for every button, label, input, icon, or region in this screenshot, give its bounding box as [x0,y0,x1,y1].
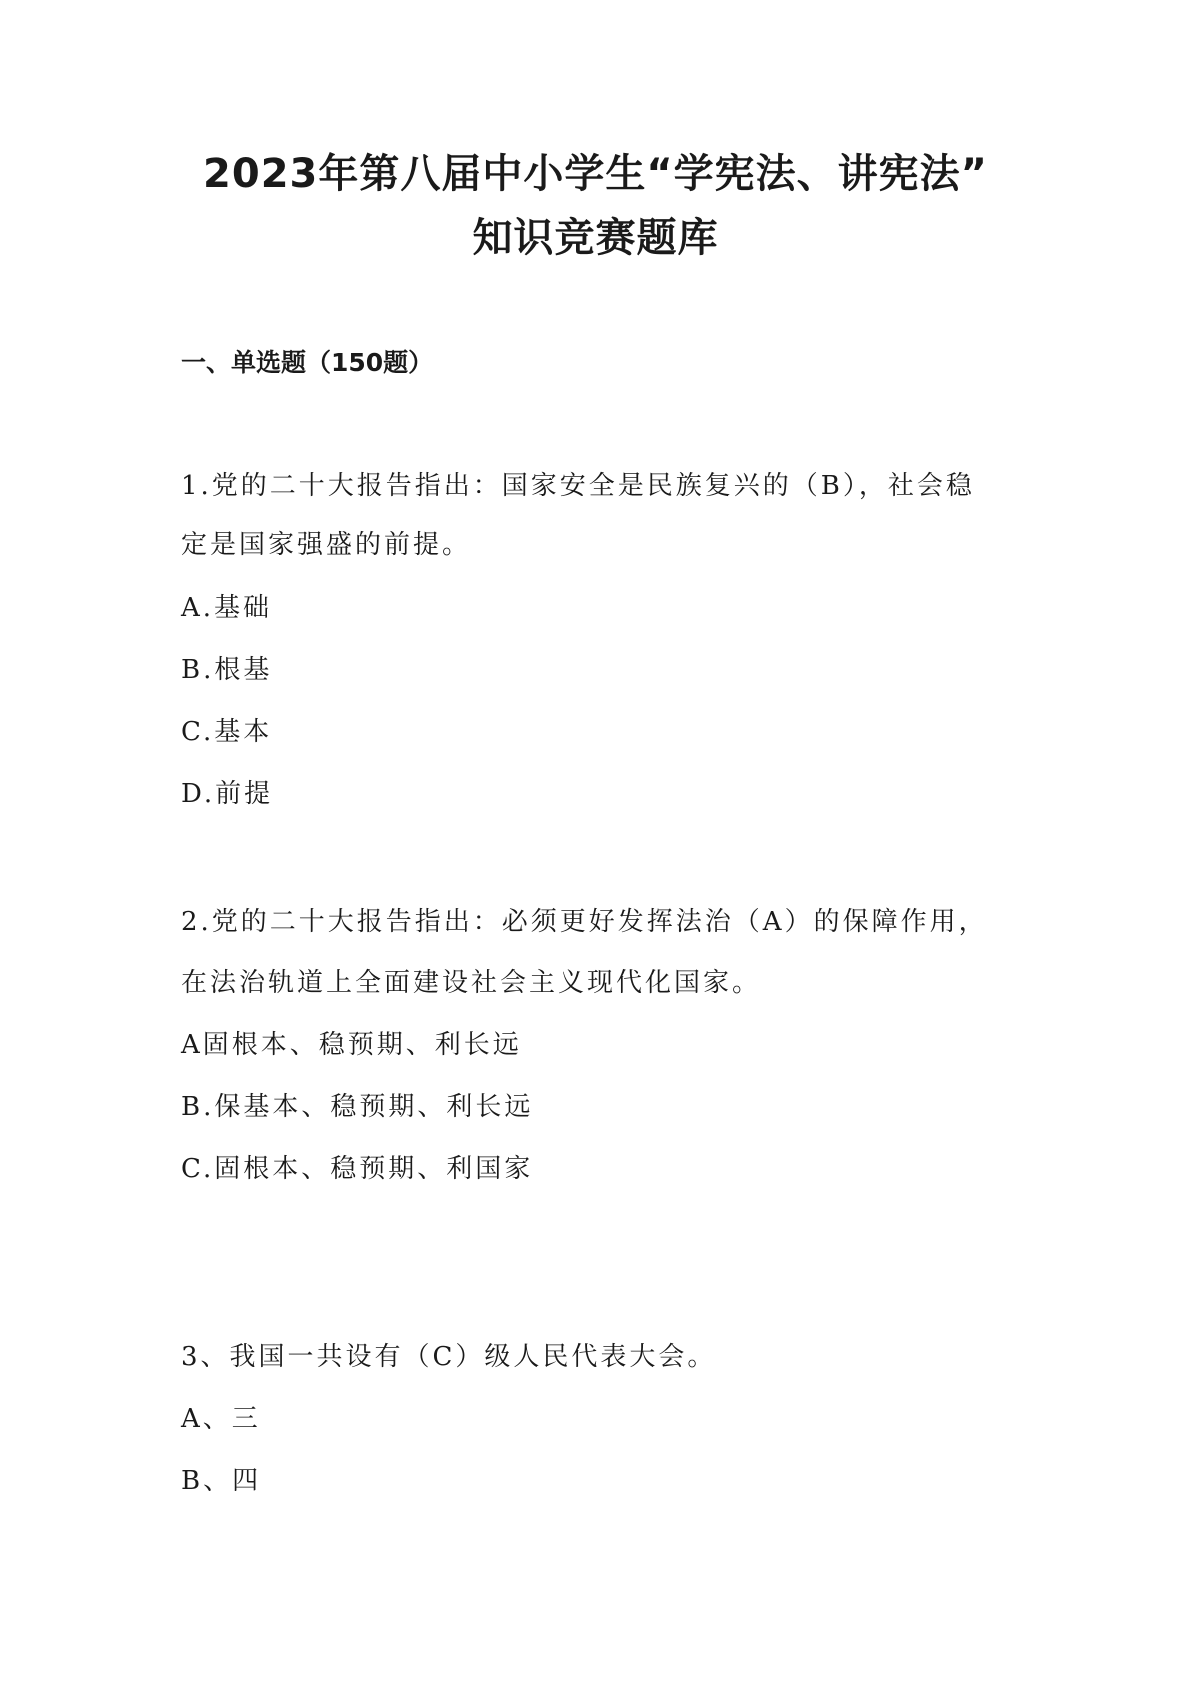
document-title-line-2: 知识竞赛题库 [472,215,719,261]
question-2-option-b: B.保基本、稳预期、利长远 [181,1092,534,1122]
question-2-option-c: C.固根本、稳预期、利国家 [181,1154,534,1184]
question-2-option-a: A固根本、稳预期、利长远 [181,1030,522,1060]
question-2-stem-line-2: 在法治轨道上全面建设社会主义现代化国家。 [181,968,762,998]
question-3-option-a: A、三 [181,1404,261,1434]
question-1-option-b: B.根基 [181,655,273,685]
document-title-line-1: 2023年第八届中小学生“学宪法、讲宪法” [203,151,988,197]
question-1-stem-line-1: 1.党的二十大报告指出：国家安全是民族复兴的（B），社会稳 [181,471,975,501]
question-1-stem-line-2: 定是国家强盛的前提。 [181,530,472,560]
question-1-option-d: D.前提 [181,779,274,809]
section-heading: 一、单选题（150题） [181,348,434,377]
question-3-option-b: B、四 [181,1466,262,1496]
question-1-option-a: A.基础 [181,593,273,623]
question-2-stem-line-1: 2.党的二十大报告指出：必须更好发挥法治（A）的保障作用， [181,907,988,937]
question-3-stem-line-1: 3、我国一共设有（C）级人民代表大会。 [181,1342,717,1372]
question-1-option-c: C.基本 [181,717,273,747]
